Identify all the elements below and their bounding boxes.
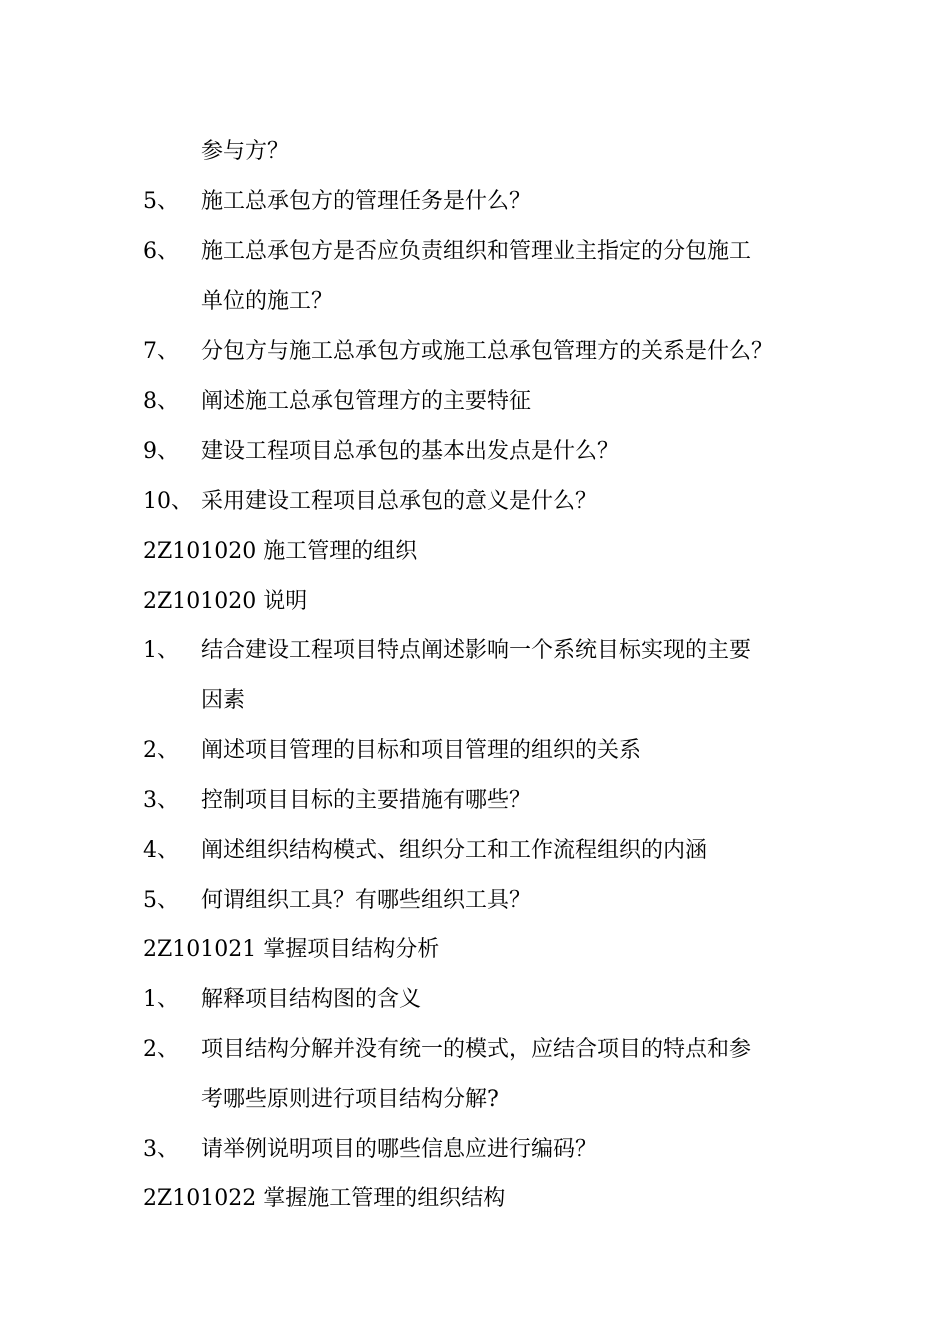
item-number: 9、 (143, 439, 179, 464)
item-text: 单位的施工？ (201, 289, 334, 314)
item-number: 5、 (143, 189, 179, 214)
item-text: 施工总承包方是否应负责组织和管理业主指定的分包施工 (201, 239, 752, 264)
list-item (143, 876, 531, 926)
section-heading: 2Z101021 掌握项目结构分析 (143, 937, 440, 962)
list-item (143, 427, 619, 477)
item-text: 阐述施工总承包管理方的主要特征 (201, 389, 532, 414)
item-number: 10、 (143, 489, 193, 514)
item-text: 阐述组织结构模式、组织分工和工作流程组织的内涵 (201, 838, 708, 863)
section-heading: 2Z101022 掌握施工管理的组织结构 (143, 1186, 506, 1211)
list-item (143, 477, 597, 527)
item-text: 何谓组织工具？有哪些组织工具？ (201, 888, 532, 913)
list-item (143, 626, 751, 676)
item-number: 8、 (143, 389, 179, 414)
list-item-continuation (143, 277, 333, 327)
item-number: 5、 (143, 888, 179, 913)
list-item (143, 1025, 751, 1075)
item-text: 建设工程项目总承包的基本出发点是什么？ (201, 439, 620, 464)
item-text: 施工总承包方的管理任务是什么？ (201, 189, 532, 214)
item-text: 项目结构分解并没有统一的模式，应结合项目的特点和参 (201, 1037, 752, 1062)
list-item-continuation (143, 1075, 499, 1125)
section-heading: 2Z101020 说明 (143, 589, 308, 614)
section-heading: 2Z101020 施工管理的组织 (143, 539, 418, 564)
item-text: 分包方与施工总承包方或施工总承包管理方的关系是什么？ (201, 339, 774, 364)
item-number: 4、 (143, 838, 179, 863)
item-text: 控制项目目标的主要措施有哪些？ (201, 788, 532, 813)
item-text: 因素 (201, 688, 246, 713)
item-text: 结合建设工程项目特点阐述影响一个系统目标实现的主要 (201, 638, 752, 663)
list-item (143, 377, 531, 427)
item-number: 3、 (143, 1137, 179, 1162)
list-item-continuation (143, 127, 289, 177)
item-text: 参与方？ (201, 139, 290, 164)
item-text: 采用建设工程项目总承包的意义是什么？ (201, 489, 598, 514)
item-number: 2、 (143, 1037, 179, 1062)
item-number: 2、 (143, 738, 179, 763)
item-text: 考哪些原则进行项目结构分解? (201, 1087, 499, 1112)
list-item (143, 227, 751, 277)
item-number: 6、 (143, 239, 179, 264)
item-text: 请举例说明项目的哪些信息应进行编码？ (201, 1137, 598, 1162)
list-item (143, 975, 421, 1025)
item-number: 7、 (143, 339, 179, 364)
item-number: 1、 (143, 987, 179, 1012)
list-item (143, 776, 531, 826)
item-number: 3、 (143, 788, 179, 813)
item-text: 解释项目结构图的含义 (201, 987, 422, 1012)
list-item (143, 1125, 597, 1175)
list-item (143, 327, 773, 377)
item-text: 阐述项目管理的目标和项目管理的组织的关系 (201, 738, 642, 763)
list-item (143, 826, 707, 876)
list-item-continuation (143, 676, 245, 726)
list-item (143, 726, 641, 776)
list-item (143, 177, 531, 227)
item-number: 1、 (143, 638, 179, 663)
